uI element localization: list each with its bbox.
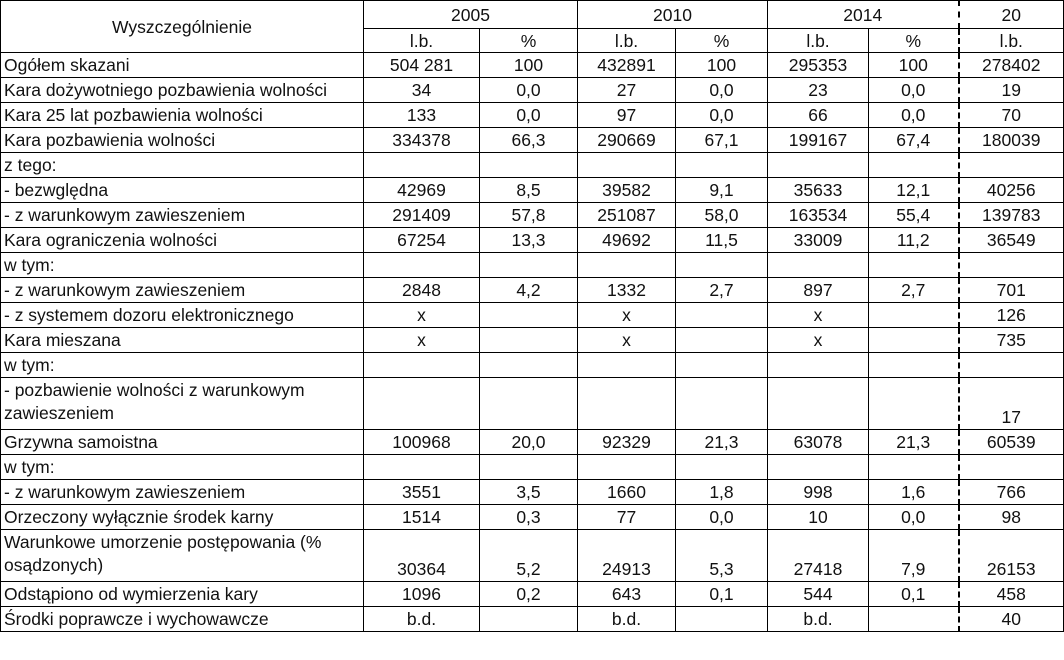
value-cell[interactable]: 504 281 — [364, 53, 480, 78]
value-cell[interactable] — [959, 353, 1064, 378]
value-cell[interactable] — [869, 455, 959, 480]
sub-header[interactable]: % — [676, 29, 768, 53]
value-cell[interactable] — [480, 253, 578, 278]
year-header[interactable]: 2005 — [364, 1, 578, 29]
table-row — [1, 78, 1064, 103]
row-label-cell[interactable]: Środki poprawcze i wychowawcze — [1, 607, 364, 632]
value-cell[interactable] — [768, 378, 869, 430]
value-cell[interactable] — [676, 253, 768, 278]
value-cell[interactable] — [869, 378, 959, 430]
value-cell[interactable]: 40 — [959, 607, 1064, 632]
row-label-cell[interactable]: Kara mieszana — [1, 328, 364, 353]
value-cell[interactable] — [480, 328, 578, 353]
table-row — [1, 430, 1064, 455]
row-label-cell[interactable]: Kara ograniczenia wolności — [1, 228, 364, 253]
value-cell[interactable]: 67254 — [364, 228, 480, 253]
table-row — [1, 228, 1064, 253]
value-cell[interactable] — [364, 378, 480, 430]
table-row — [1, 505, 1064, 530]
value-cell[interactable]: 139783 — [959, 203, 1064, 228]
table-row — [1, 303, 1064, 328]
value-cell[interactable]: 1096 — [364, 582, 480, 607]
value-cell[interactable]: 100968 — [364, 430, 480, 455]
value-cell[interactable] — [480, 455, 578, 480]
value-cell[interactable]: 49692 — [578, 228, 676, 253]
row-label-cell[interactable]: Kara dożywotniego pozbawienia wolności — [1, 78, 364, 103]
value-cell[interactable]: 163534 — [768, 203, 869, 228]
value-cell[interactable]: 1,8 — [676, 480, 768, 505]
row-label-cell[interactable]: - pozbawienie wolności z warunkowym zawieszeniem — [1, 378, 364, 430]
value-cell[interactable]: 17 — [959, 378, 1064, 430]
value-cell[interactable]: 5,3 — [676, 530, 768, 582]
sub-header[interactable]: l.b. — [768, 29, 869, 53]
table-row — [1, 328, 1064, 353]
value-cell[interactable] — [364, 455, 480, 480]
value-cell[interactable]: 23 — [768, 78, 869, 103]
value-cell[interactable]: 11,2 — [869, 228, 959, 253]
value-cell[interactable]: 27 — [578, 78, 676, 103]
value-cell[interactable] — [480, 353, 578, 378]
row-label-cell[interactable]: w tym: — [1, 353, 364, 378]
value-cell[interactable] — [676, 328, 768, 353]
value-cell[interactable]: 180039 — [959, 128, 1064, 153]
value-cell[interactable]: 77 — [578, 505, 676, 530]
value-cell[interactable] — [768, 153, 869, 178]
value-cell[interactable]: 97 — [578, 103, 676, 128]
value-cell[interactable]: 432891 — [578, 53, 676, 78]
row-label-cell[interactable]: z tego: — [1, 153, 364, 178]
value-cell[interactable] — [578, 455, 676, 480]
value-cell[interactable]: b.d. — [768, 607, 869, 632]
row-label-cell[interactable]: Orzeczony wyłącznie środek karny — [1, 505, 364, 530]
value-cell[interactable] — [959, 455, 1064, 480]
value-cell[interactable]: 251087 — [578, 203, 676, 228]
row-label-cell[interactable]: - bezwględna — [1, 178, 364, 203]
table-row — [1, 153, 1064, 178]
value-cell[interactable]: 33009 — [768, 228, 869, 253]
value-cell[interactable]: 0,0 — [869, 78, 959, 103]
value-cell[interactable]: 60539 — [959, 430, 1064, 455]
row-label-cell[interactable]: Kara pozbawienia wolności — [1, 128, 364, 153]
value-cell[interactable]: x — [364, 328, 480, 353]
value-cell[interactable] — [676, 353, 768, 378]
value-cell[interactable] — [578, 253, 676, 278]
value-cell[interactable] — [869, 607, 959, 632]
value-cell[interactable]: 1,6 — [869, 480, 959, 505]
row-label-cell[interactable]: Ogółem skazani — [1, 53, 364, 78]
value-cell[interactable]: 0,1 — [676, 582, 768, 607]
value-cell[interactable] — [364, 253, 480, 278]
value-cell[interactable]: 19 — [959, 78, 1064, 103]
value-cell[interactable]: 701 — [959, 278, 1064, 303]
value-cell[interactable] — [676, 153, 768, 178]
value-cell[interactable]: 40256 — [959, 178, 1064, 203]
value-cell[interactable]: 98 — [959, 505, 1064, 530]
value-cell[interactable]: b.d. — [364, 607, 480, 632]
value-cell[interactable] — [676, 607, 768, 632]
row-label-cell[interactable]: - z warunkowym zawieszeniem — [1, 480, 364, 505]
value-cell[interactable] — [364, 153, 480, 178]
sub-header[interactable]: % — [869, 29, 959, 53]
row-label-cell[interactable]: - z warunkowym zawieszeniem — [1, 203, 364, 228]
value-cell[interactable]: 334378 — [364, 128, 480, 153]
value-cell[interactable]: 0,2 — [480, 582, 578, 607]
table-row — [1, 278, 1064, 303]
value-cell[interactable]: 24913 — [578, 530, 676, 582]
value-cell[interactable]: 55,4 — [869, 203, 959, 228]
value-cell[interactable] — [578, 353, 676, 378]
row-label-cell[interactable]: w tym: — [1, 455, 364, 480]
value-cell[interactable]: 26153 — [959, 530, 1064, 582]
value-cell[interactable]: 3551 — [364, 480, 480, 505]
value-cell[interactable]: 133 — [364, 103, 480, 128]
value-cell[interactable]: 5,2 — [480, 530, 578, 582]
value-cell[interactable] — [480, 303, 578, 328]
value-cell[interactable]: 3,5 — [480, 480, 578, 505]
value-cell[interactable]: 30364 — [364, 530, 480, 582]
value-cell[interactable]: 58,0 — [676, 203, 768, 228]
value-cell[interactable]: 21,3 — [869, 430, 959, 455]
row-label-cell[interactable]: Kara 25 lat pozbawienia wolności — [1, 103, 364, 128]
value-cell[interactable]: x — [768, 328, 869, 353]
row-label-cell[interactable]: Odstąpiono od wymierzenia kary — [1, 582, 364, 607]
table-row — [1, 203, 1064, 228]
value-cell[interactable]: 291409 — [364, 203, 480, 228]
value-cell[interactable] — [364, 353, 480, 378]
row-label-cell[interactable]: w tym: — [1, 253, 364, 278]
value-cell[interactable]: 458 — [959, 582, 1064, 607]
value-cell[interactable]: 290669 — [578, 128, 676, 153]
value-cell[interactable]: 9,1 — [676, 178, 768, 203]
value-cell[interactable]: 0,0 — [676, 103, 768, 128]
table-row — [1, 480, 1064, 505]
value-cell[interactable]: 100 — [676, 53, 768, 78]
value-cell[interactable]: 67,4 — [869, 128, 959, 153]
value-cell[interactable] — [959, 153, 1064, 178]
value-cell[interactable]: 100 — [480, 53, 578, 78]
value-cell[interactable] — [480, 153, 578, 178]
value-cell[interactable]: 735 — [959, 328, 1064, 353]
table-row — [1, 378, 1064, 430]
value-cell[interactable]: 66 — [768, 103, 869, 128]
row-label-cell[interactable]: - z warunkowym zawieszeniem — [1, 278, 364, 303]
value-cell[interactable]: 36549 — [959, 228, 1064, 253]
value-cell[interactable]: 39582 — [578, 178, 676, 203]
value-cell[interactable]: x — [578, 328, 676, 353]
sub-header[interactable]: l.b. — [364, 29, 480, 53]
corner-header[interactable]: Wyszczególnienie — [1, 1, 364, 53]
value-cell[interactable] — [578, 378, 676, 430]
value-cell[interactable]: 34 — [364, 78, 480, 103]
value-cell[interactable] — [869, 153, 959, 178]
table-row — [1, 53, 1064, 78]
year-header[interactable]: 20 — [959, 1, 1064, 29]
value-cell[interactable]: 13,3 — [480, 228, 578, 253]
value-cell[interactable]: 100 — [869, 53, 959, 78]
value-cell[interactable]: x — [768, 303, 869, 328]
value-cell[interactable]: 1332 — [578, 278, 676, 303]
table-row — [1, 178, 1064, 203]
table-row — [1, 607, 1064, 632]
value-cell[interactable]: 2,7 — [676, 278, 768, 303]
value-cell[interactable] — [768, 253, 869, 278]
value-cell[interactable]: 278402 — [959, 53, 1064, 78]
value-cell[interactable] — [578, 153, 676, 178]
value-cell[interactable]: 10 — [768, 505, 869, 530]
value-cell[interactable]: 4,2 — [480, 278, 578, 303]
sub-header[interactable]: l.b. — [959, 29, 1064, 53]
table-row — [1, 582, 1064, 607]
value-cell[interactable]: 544 — [768, 582, 869, 607]
table-row — [1, 253, 1064, 278]
value-cell[interactable]: 2,7 — [869, 278, 959, 303]
value-cell[interactable]: 21,3 — [676, 430, 768, 455]
value-cell[interactable]: 1514 — [364, 505, 480, 530]
value-cell[interactable] — [869, 303, 959, 328]
value-cell[interactable]: x — [364, 303, 480, 328]
value-cell[interactable]: 0,1 — [869, 582, 959, 607]
value-cell[interactable]: 766 — [959, 480, 1064, 505]
table-row — [1, 530, 1064, 582]
value-cell[interactable]: 0,0 — [869, 505, 959, 530]
value-cell[interactable]: 0,0 — [869, 103, 959, 128]
value-cell[interactable]: 63078 — [768, 430, 869, 455]
value-cell[interactable] — [869, 253, 959, 278]
value-cell[interactable]: 11,5 — [676, 228, 768, 253]
value-cell[interactable]: 643 — [578, 582, 676, 607]
value-cell[interactable] — [676, 378, 768, 430]
value-cell[interactable]: 66,3 — [480, 128, 578, 153]
table-body — [1, 53, 1064, 632]
sub-header[interactable]: % — [480, 29, 578, 53]
value-cell[interactable]: 20,0 — [480, 430, 578, 455]
row-label-cell[interactable]: Grzywna samoistna — [1, 430, 364, 455]
value-cell[interactable]: 0,0 — [480, 103, 578, 128]
value-cell[interactable]: x — [578, 303, 676, 328]
value-cell[interactable]: 12,1 — [869, 178, 959, 203]
row-label-cell[interactable]: Warunkowe umorzenie postępowania (% osądzonych) — [1, 530, 364, 582]
value-cell[interactable] — [480, 378, 578, 430]
value-cell[interactable]: 0,0 — [480, 78, 578, 103]
table-row — [1, 353, 1064, 378]
value-cell[interactable]: 70 — [959, 103, 1064, 128]
value-cell[interactable]: 998 — [768, 480, 869, 505]
value-cell[interactable]: b.d. — [578, 607, 676, 632]
row-label-cell[interactable]: - z systemem dozoru elektronicznego — [1, 303, 364, 328]
value-cell[interactable]: 295353 — [768, 53, 869, 78]
value-cell[interactable] — [869, 353, 959, 378]
value-cell[interactable]: 8,5 — [480, 178, 578, 203]
value-cell[interactable] — [480, 607, 578, 632]
value-cell[interactable]: 92329 — [578, 430, 676, 455]
value-cell[interactable]: 2848 — [364, 278, 480, 303]
value-cell[interactable]: 126 — [959, 303, 1064, 328]
value-cell[interactable] — [768, 353, 869, 378]
value-cell[interactable] — [676, 455, 768, 480]
value-cell[interactable]: 0,0 — [676, 78, 768, 103]
value-cell[interactable] — [768, 455, 869, 480]
value-cell[interactable]: 1660 — [578, 480, 676, 505]
value-cell[interactable] — [959, 253, 1064, 278]
value-cell[interactable]: 897 — [768, 278, 869, 303]
value-cell[interactable]: 0,3 — [480, 505, 578, 530]
value-cell[interactable]: 67,1 — [676, 128, 768, 153]
value-cell[interactable]: 0,0 — [676, 505, 768, 530]
year-header[interactable]: 2010 — [578, 1, 768, 29]
value-cell[interactable]: 35633 — [768, 178, 869, 203]
value-cell[interactable] — [869, 328, 959, 353]
year-header[interactable]: 2014 — [768, 1, 959, 29]
value-cell[interactable]: 7,9 — [869, 530, 959, 582]
value-cell[interactable]: 199167 — [768, 128, 869, 153]
value-cell[interactable] — [676, 303, 768, 328]
table-row — [1, 128, 1064, 153]
table-row — [1, 103, 1064, 128]
table-row — [1, 455, 1064, 480]
value-cell[interactable]: 27418 — [768, 530, 869, 582]
sub-header[interactable]: l.b. — [578, 29, 676, 53]
value-cell[interactable]: 57,8 — [480, 203, 578, 228]
value-cell[interactable]: 42969 — [364, 178, 480, 203]
